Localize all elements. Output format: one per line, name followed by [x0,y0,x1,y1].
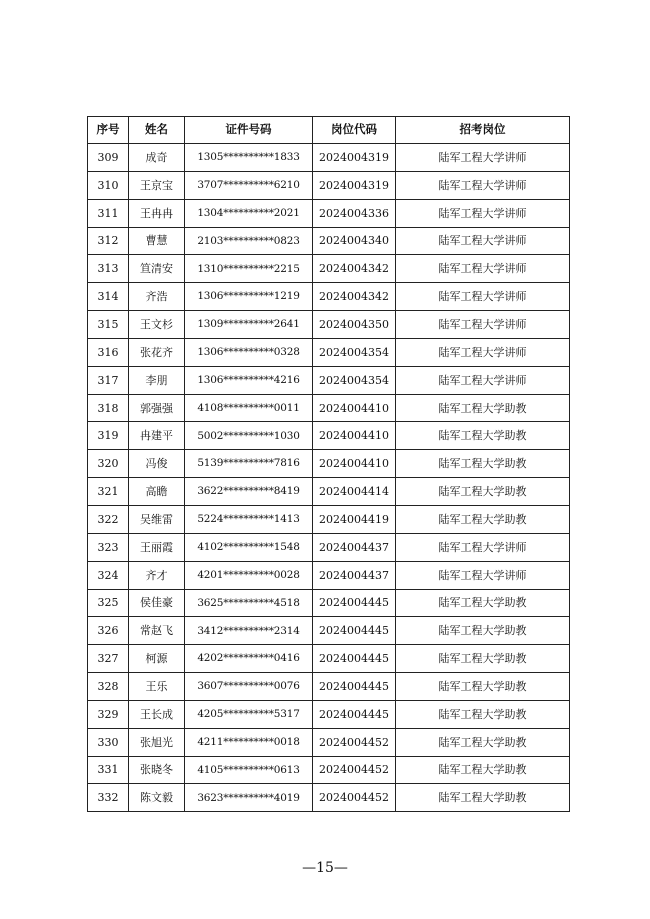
cell-id-number: 4202**********0416 [185,645,313,673]
cell-serial-number: 309 [88,144,129,172]
cell-serial-number: 312 [88,227,129,255]
cell-serial-number: 315 [88,311,129,339]
cell-serial-number: 327 [88,645,129,673]
table-row [88,478,570,506]
cell-position-code: 2024004342 [313,283,396,311]
cell-serial-number: 323 [88,533,129,561]
table-row [88,589,570,617]
cell-position-title: 陆军工程大学助教 [396,756,570,784]
cell-id-number: 4108**********0011 [185,394,313,422]
cell-name: 王文杉 [129,311,185,339]
cell-position-title: 陆军工程大学助教 [396,617,570,645]
cell-name: 郭强强 [129,394,185,422]
table-row [88,199,570,227]
cell-name: 王丽霞 [129,533,185,561]
page-number: —15— [302,860,348,876]
cell-name: 齐才 [129,561,185,589]
cell-position-code: 2024004336 [313,199,396,227]
table-row [88,171,570,199]
cell-name: 王京宝 [129,171,185,199]
cell-id-number: 3622**********8419 [185,478,313,506]
table-row [88,311,570,339]
cell-id-number: 4205**********5317 [185,700,313,728]
cell-name: 吴维雷 [129,505,185,533]
cell-serial-number: 332 [88,784,129,812]
table-row [88,505,570,533]
header-row [88,117,570,144]
cell-position-title: 陆军工程大学讲师 [396,283,570,311]
cell-position-code: 2024004445 [313,700,396,728]
cell-serial-number: 311 [88,199,129,227]
cell-name: 齐浩 [129,283,185,311]
cell-position-title: 陆军工程大学讲师 [396,533,570,561]
cell-serial-number: 331 [88,756,129,784]
cell-id-number: 1306**********1219 [185,283,313,311]
cell-serial-number: 324 [88,561,129,589]
table-row [88,144,570,172]
cell-serial-number: 316 [88,338,129,366]
table-row [88,756,570,784]
cell-position-code: 2024004319 [313,171,396,199]
cell-position-code: 2024004319 [313,144,396,172]
cell-name: 高瞻 [129,478,185,506]
cell-id-number: 3607**********0076 [185,673,313,701]
cell-position-code: 2024004437 [313,561,396,589]
cell-position-title: 陆军工程大学讲师 [396,338,570,366]
table-row [88,728,570,756]
cell-position-title: 陆军工程大学助教 [396,505,570,533]
cell-id-number: 2103**********0823 [185,227,313,255]
cell-id-number: 5139**********7816 [185,450,313,478]
cell-id-number: 4102**********1548 [185,533,313,561]
cell-id-number: 4211**********0018 [185,728,313,756]
cell-position-code: 2024004342 [313,255,396,283]
cell-position-title: 陆军工程大学讲师 [396,561,570,589]
cell-position-title: 陆军工程大学助教 [396,422,570,450]
cell-position-title: 陆军工程大学助教 [396,394,570,422]
cell-position-code: 2024004419 [313,505,396,533]
cell-name: 冯俊 [129,450,185,478]
cell-id-number: 1304**********2021 [185,199,313,227]
header-position-title: 招考岗位 [396,117,570,144]
cell-id-number: 1310**********2215 [185,255,313,283]
cell-name: 柯源 [129,645,185,673]
cell-serial-number: 314 [88,283,129,311]
cell-name: 冉建平 [129,422,185,450]
cell-id-number: 3625**********4518 [185,589,313,617]
applicant-table [87,116,570,812]
table-row [88,617,570,645]
table-row [88,533,570,561]
cell-name: 陈文毅 [129,784,185,812]
cell-id-number: 3412**********2314 [185,617,313,645]
cell-name: 笪清安 [129,255,185,283]
cell-position-title: 陆军工程大学助教 [396,450,570,478]
cell-position-title: 陆军工程大学助教 [396,645,570,673]
cell-position-code: 2024004452 [313,756,396,784]
cell-position-title: 陆军工程大学讲师 [396,144,570,172]
cell-position-title: 陆军工程大学讲师 [396,311,570,339]
cell-id-number: 1306**********0328 [185,338,313,366]
cell-serial-number: 322 [88,505,129,533]
cell-position-title: 陆军工程大学讲师 [396,171,570,199]
cell-position-title: 陆军工程大学讲师 [396,255,570,283]
cell-position-title: 陆军工程大学讲师 [396,199,570,227]
table-header [88,117,570,144]
cell-serial-number: 320 [88,450,129,478]
cell-position-title: 陆军工程大学讲师 [396,366,570,394]
cell-position-code: 2024004354 [313,338,396,366]
cell-name: 常赵飞 [129,617,185,645]
table-row [88,227,570,255]
cell-name: 张晓冬 [129,756,185,784]
cell-id-number: 4201**********0028 [185,561,313,589]
cell-position-title: 陆军工程大学助教 [396,700,570,728]
table-row [88,784,570,812]
cell-name: 王长成 [129,700,185,728]
cell-serial-number: 317 [88,366,129,394]
cell-name: 王冉冉 [129,199,185,227]
header-serial-number: 序号 [88,117,129,144]
cell-serial-number: 310 [88,171,129,199]
cell-id-number: 1306**********4216 [185,366,313,394]
cell-position-code: 2024004445 [313,617,396,645]
cell-position-code: 2024004410 [313,394,396,422]
cell-position-code: 2024004340 [313,227,396,255]
cell-position-title: 陆军工程大学助教 [396,784,570,812]
table-row [88,255,570,283]
cell-id-number: 1309**********2641 [185,311,313,339]
cell-position-code: 2024004410 [313,422,396,450]
cell-position-code: 2024004437 [313,533,396,561]
cell-position-title: 陆军工程大学助教 [396,478,570,506]
cell-name: 张花齐 [129,338,185,366]
cell-position-code: 2024004414 [313,478,396,506]
table-row [88,673,570,701]
cell-name: 李朋 [129,366,185,394]
cell-serial-number: 319 [88,422,129,450]
cell-name: 侯佳豪 [129,589,185,617]
table-row [88,561,570,589]
header-position-code: 岗位代码 [313,117,396,144]
cell-name: 成奇 [129,144,185,172]
table-row [88,450,570,478]
cell-position-code: 2024004452 [313,728,396,756]
cell-name: 王乐 [129,673,185,701]
cell-position-title: 陆军工程大学助教 [396,728,570,756]
cell-serial-number: 330 [88,728,129,756]
cell-serial-number: 325 [88,589,129,617]
header-name: 姓名 [129,117,185,144]
cell-id-number: 4105**********0613 [185,756,313,784]
table-row [88,645,570,673]
table-row [88,283,570,311]
cell-id-number: 3623**********4019 [185,784,313,812]
cell-serial-number: 321 [88,478,129,506]
cell-id-number: 5002**********1030 [185,422,313,450]
cell-position-code: 2024004445 [313,673,396,701]
cell-serial-number: 318 [88,394,129,422]
cell-position-code: 2024004410 [313,450,396,478]
table-row [88,394,570,422]
cell-id-number: 5224**********1413 [185,505,313,533]
cell-name: 张旭光 [129,728,185,756]
cell-position-title: 陆军工程大学助教 [396,673,570,701]
table-row [88,366,570,394]
cell-position-code: 2024004445 [313,645,396,673]
cell-serial-number: 328 [88,673,129,701]
cell-serial-number: 329 [88,700,129,728]
cell-position-code: 2024004350 [313,311,396,339]
cell-serial-number: 326 [88,617,129,645]
table-body [88,144,570,812]
cell-position-code: 2024004354 [313,366,396,394]
table-row [88,422,570,450]
header-id-number: 证件号码 [185,117,313,144]
table-row [88,338,570,366]
cell-position-code: 2024004452 [313,784,396,812]
cell-position-title: 陆军工程大学助教 [396,589,570,617]
cell-position-code: 2024004445 [313,589,396,617]
table-row [88,700,570,728]
cell-id-number: 1305**********1833 [185,144,313,172]
cell-name: 曹慧 [129,227,185,255]
cell-position-title: 陆军工程大学讲师 [396,227,570,255]
cell-serial-number: 313 [88,255,129,283]
cell-id-number: 3707**********6210 [185,171,313,199]
